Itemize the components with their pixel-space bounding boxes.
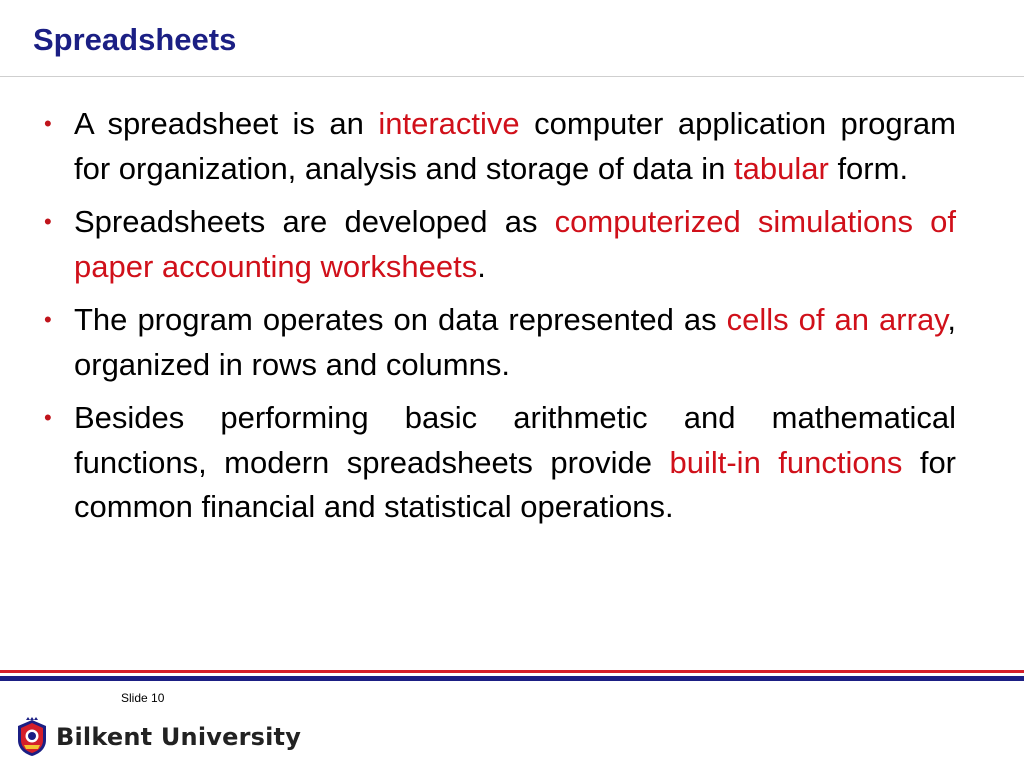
bilkent-crest-icon — [14, 716, 50, 758]
bullet-marker-icon: • — [44, 111, 52, 136]
highlighted-term: built-in functions — [669, 444, 903, 480]
bullet-item — [40, 200, 956, 289]
highlighted-term: cells of an array — [726, 302, 948, 337]
highlighted-term: interactive — [378, 106, 520, 141]
bullet-marker-icon: • — [44, 307, 52, 332]
bullet-text: . — [477, 248, 486, 284]
slide-number: Slide 10 — [121, 691, 165, 705]
bullet-text: computer application program for organization, analysis and storage of data in — [74, 106, 956, 186]
bullet-text: for common financial and statistical operations. — [74, 444, 957, 524]
bullet-item — [40, 298, 956, 387]
bullet-marker-icon: • — [44, 405, 52, 430]
bullet-text: The program operates on data represented as — [74, 302, 727, 337]
bullet-marker-icon: • — [44, 209, 52, 234]
bullet-item — [40, 396, 956, 530]
bullet-text: Besides performing basic arithmetic and mathematical functions, modern spreadsheets provide — [74, 400, 956, 480]
university-name: Bilkent University — [56, 723, 302, 751]
bullet-text: , organized in rows and columns. — [74, 302, 957, 382]
footer-band — [0, 668, 1024, 682]
bullet-item — [40, 102, 956, 191]
footer-band-blue-stripe — [0, 676, 1024, 681]
highlighted-term: computerized simulations of paper accounting worksheets — [74, 204, 957, 284]
slide-title: Spreadsheets — [33, 22, 237, 57]
highlighted-term: tabular — [734, 150, 829, 186]
bullet-text: form. — [828, 150, 909, 186]
university-logo — [14, 716, 301, 758]
bullet-text: Spreadsheets are developed as — [74, 204, 555, 239]
bullet-list — [40, 102, 956, 539]
title-divider — [0, 76, 1024, 77]
bullet-text: A spreadsheet is an — [74, 106, 379, 141]
